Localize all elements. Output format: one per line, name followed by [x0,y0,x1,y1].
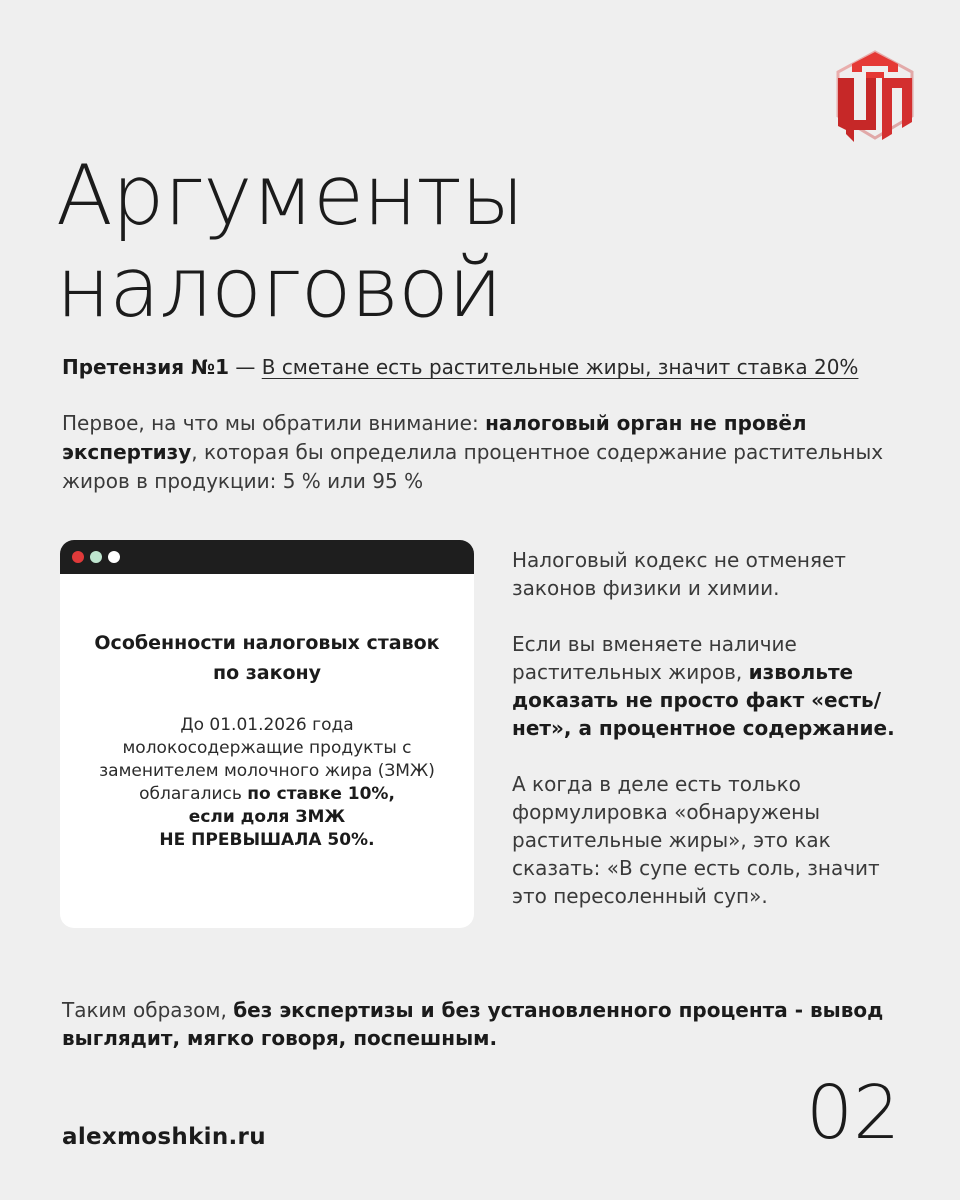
card-body-line-6: НЕ ПРЕВЫШАЛА 50%. [159,830,375,850]
claim-line [62,353,858,381]
card-body-line-5: если доля ЗМЖ [188,807,346,827]
brand-logo-icon [832,46,918,150]
intro-part-1: Первое, на что мы обратили внимание: [62,411,486,435]
claim-text: В сметане есть растительные жиры, значит ставка 20% [261,355,859,379]
tax-rates-card [60,540,474,928]
title-line-1: Аргументы [56,147,524,244]
conclusion-paragraph [62,996,912,1052]
white-dot-icon [108,551,120,563]
site-link[interactable]: alexmoshkin.ru [62,1124,266,1150]
argument-column [512,546,912,938]
card-body-line-1: До 01.01.2026 года [180,715,354,735]
argument-paragraph-1: Налоговый кодекс не отменяет законов физики и химии. [512,548,846,600]
conclusion-bold: без экспертизы и без установленного процента - вывод выглядит, мягко говоря, поспешным. [62,998,884,1050]
conclusion-plain: Таким образом, [62,998,234,1022]
card-title-line-1: Особенности налоговых ставок [94,632,440,654]
card-body-line-2: молокосодержащие продукты с [122,738,412,758]
argument-paragraph-3: А когда в деле есть только формулировка «обнаружены растительные жиры», это как сказать: «В супе есть соль, значит это пересоленный суп». [512,772,880,908]
argument-paragraph-2 [512,630,912,742]
claim-label: Претензия №1 [62,355,230,379]
title-line-2: налоговой [56,239,502,336]
green-dot-icon [90,551,102,563]
claim-dash: — [229,355,262,379]
page-number: 02 [806,1070,901,1156]
intro-part-2: , которая бы определила процентное содержание растительных жиров в продукции: 5 % или 95 % [62,440,884,493]
card-window-bar [60,540,474,574]
card-body-line-4-bold: по ставке 10%, [247,784,395,804]
intro-paragraph [62,409,912,496]
red-dot-icon [72,551,84,563]
card-body [90,714,444,852]
argument-paragraph-2-plain: Если вы вменяете наличие растительных жиров, [512,632,797,684]
argument-paragraph-2-bold: извольте доказать не просто факт «есть/нет», а процентное содержание. [512,660,895,740]
card-body-line-3: заменителем молочного жира (ЗМЖ) [99,761,435,781]
card-body-line-4-plain: облагались [139,784,248,804]
card-title-line-2: по закону [212,662,322,684]
card-body-line-4 [90,783,444,806]
intro-bold: налоговый орган не провёл экспертизу [62,411,807,464]
card-title [60,628,474,688]
page-title [56,147,524,336]
